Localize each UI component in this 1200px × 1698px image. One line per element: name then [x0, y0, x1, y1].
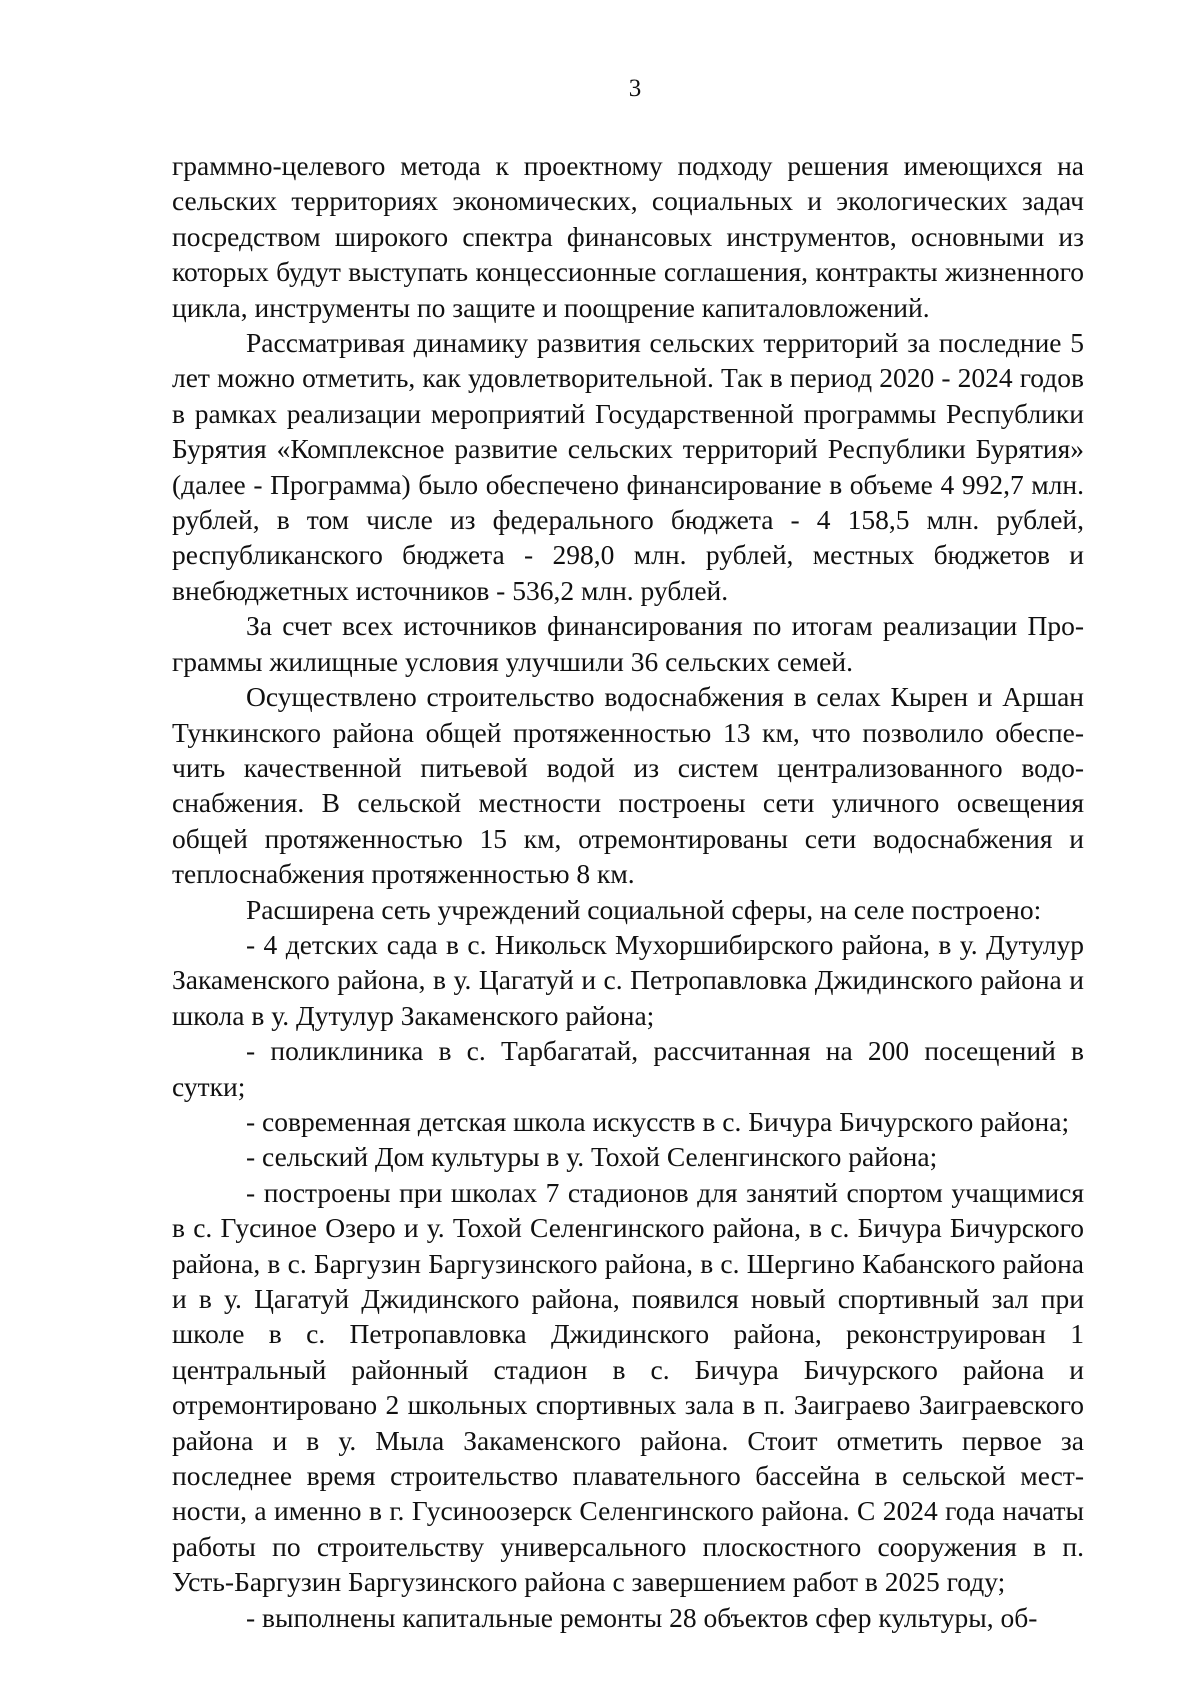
paragraph-2: Рассматривая динамику развития сельских территорий за последние 5 лет можно отметить, как удовлетворительной. Так в период 2020 - 2024 годов в рамках реализации мероприятий Государственной программы Республики Бурятия «Комплексное развитие сельских территорий Республики Бурятия» (далее - Программа) было обеспечено финансирование в объеме 4 992,7 млн. рублей, в том числе из федерального бюджета - 4 158,5 млн. рублей, республиканского бюджета - 298,0 млн. рублей, местных бюджетов и внебюджетных источников - 536,2 млн. рублей. — [172, 327, 1084, 606]
list-item-repairs: - выполнены капитальные ремонты 28 объектов сфер культуры, об- — [246, 1601, 1038, 1633]
paragraph-4: Осуществлено строительство водоснабжения в селах Кырен и Аршан Тункинского района общей протяженностью 13 км, что позволило обеспечить качественной питьевой водой из систем централизованного водоснабжения. В сельской местности построены сети уличного освещения общей протяженностью 15 км, отремонтированы сети водоснабжения и теплоснабжения протяженностью 8 км. — [172, 681, 1084, 890]
paragraph-1: граммно-целевого метода к проектному подходу решения имеющихся на сельских территориях экономических, социальных и экологических задач посредством широкого спектра финансовых инструментов, основными из которых будут выступать концессионные соглашения, контракты жизненного цикла, инструменты по защите и поощрение капиталовложений. — [172, 150, 1084, 323]
page-number: 3 — [628, 75, 642, 102]
document-body — [172, 148, 1084, 1635]
list-item-kindergartens: - 4 детских сада в с. Никольск Мухоршибирского района, в у. Дутулур Закаменского района, в у. Цагатуй и с. Петропавловка Джидинского района и школа в у. Дутулур Закаменского района; — [172, 928, 1084, 1031]
paragraph-3: За счет всех источников финансирования по итогам реализации Программы жилищные условия улучшили 36 сельских семей. — [172, 610, 1084, 677]
list-item-culture-house: - сельский Дом культуры в у. Тохой Селенгинского района; — [246, 1141, 938, 1173]
list-item-clinic: - поликлиника в с. Тарбагатай, рассчитанная на 200 посещений в сутки; — [172, 1035, 1084, 1102]
list-item-stadiums: - построены при школах 7 стадионов для занятий спортом учащимися в с. Гусиное Озеро и у. Тохой Селенгинского района, в с. Бичура Бичурского района, в с. Баргузин Баргузинского района, в с. Шергино Кабанского района и в у. Цагатуй Джидинского района, появился новый спортивный зал при школе в с. Петропавловка Джидинского района, реконструирован 1 центральный районный стадион в с. Бичура Бичурского района и отремонтировано 2 школьных спортивных зала в п. Заиграево Заиграевского района и в у. Мыла Закаменского района. Стоит отметить первое за последнее время строительство плавательного бассейна в сельской местности, а именно в г. Гусиноозерск Селенгинского района. С 2024 года начаты работы по строительству универсального плоскостного сооружения в п. Усть-Баргузин Баргузинского района с завершением работ в 2025 году; — [172, 1176, 1084, 1598]
list-item-art-school: - современная детская школа искусств в с. Бичура Бичурского района; — [246, 1105, 1070, 1137]
paragraph-5: Расширена сеть учреждений социальной сферы, на селе построено: — [246, 893, 1042, 925]
